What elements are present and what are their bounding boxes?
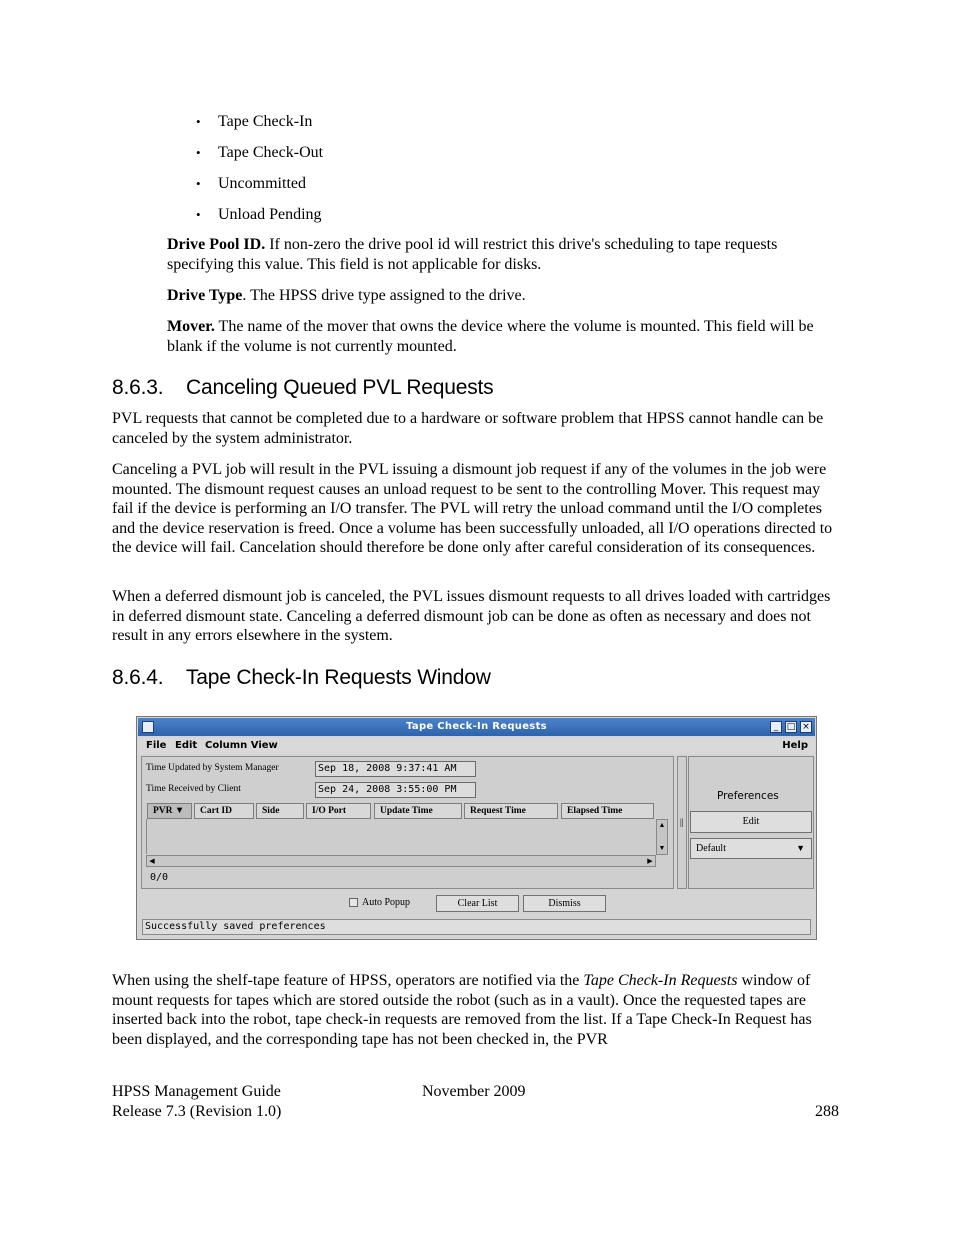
list-item-text: Uncommitted (218, 175, 306, 192)
text-run: When using the shelf-tape feature of HPSS, operators are notified via the (112, 972, 584, 989)
scroll-right-icon[interactable]: ▶ (647, 857, 653, 865)
splitter-handle-icon[interactable]: || (680, 817, 684, 827)
section-heading-864 (112, 666, 491, 690)
clear-list-button[interactable]: Clear List (436, 895, 519, 912)
chevron-down-icon: ▼ (796, 843, 805, 853)
term-drive-type: Drive Type (167, 287, 243, 304)
menu-bar (138, 738, 815, 754)
footer-release: Release 7.3 (Revision 1.0) (112, 1103, 282, 1120)
column-header-pvr[interactable]: PVR ▼ (147, 803, 192, 819)
status-bar: Successfully saved preferences (142, 919, 811, 935)
row-count: 0/0 (150, 872, 169, 883)
mover-paragraph (167, 317, 837, 356)
desc-drive-type: The HPSS drive type assigned to the drive. (246, 287, 526, 304)
time-received-label: Time Received by Client (146, 784, 241, 794)
time-received-field: Sep 24, 2008 3:55:00 PM (315, 782, 476, 798)
menu-edit[interactable]: Edit (175, 740, 198, 751)
dismiss-button[interactable]: Dismiss (523, 895, 606, 912)
list-item-text: Tape Check-In (218, 113, 313, 130)
column-header-io-port[interactable]: I/O Port (306, 803, 371, 819)
edit-preferences-button[interactable]: Edit (690, 811, 812, 833)
window-titlebar (138, 718, 815, 736)
footer-date: November 2009 (422, 1083, 526, 1100)
window-title: Tape Check-In Requests (406, 721, 547, 732)
menu-help[interactable]: Help (782, 740, 808, 751)
list-item: • Tape Check-In (196, 112, 323, 143)
term-mover: Mover. (167, 318, 215, 335)
state-bullet-list (196, 112, 323, 236)
menu-file[interactable]: File (146, 740, 167, 751)
column-header-cart-id[interactable]: Cart ID (194, 803, 254, 819)
list-item: • Uncommitted (196, 174, 323, 205)
scroll-up-icon[interactable]: ▲ (658, 821, 666, 829)
section-number: 8.6.3. (112, 376, 164, 399)
term-drive-type-punct: . (242, 287, 247, 304)
column-header-elapsed-time[interactable]: Elapsed Time (561, 803, 654, 819)
section-title: Canceling Queued PVL Requests (186, 376, 494, 399)
menu-column-view[interactable]: Column View (205, 740, 278, 751)
list-item-text: Unload Pending (218, 206, 322, 223)
paragraph: When a deferred dismount job is canceled, the PVL issues dismount requests to all drives loaded with cartridges in deferred dismount state. Canceling a deferred dismount job can be done as often as necessary and does not result in any errors elsewhere in the system. (112, 588, 831, 644)
window-name-emphasis: Tape Check-In Requests (583, 972, 738, 989)
list-item: • Unload Pending (196, 205, 323, 236)
column-header-side[interactable]: Side (256, 803, 304, 819)
maximize-icon[interactable]: □ (786, 722, 796, 732)
close-icon[interactable]: × (800, 721, 812, 733)
term-drive-pool-id: Drive Pool ID. (167, 236, 266, 253)
section-number: 8.6.4. (112, 666, 164, 689)
time-updated-field: Sep 18, 2008 9:37:41 AM (315, 761, 476, 777)
preferences-label: Preferences (717, 790, 779, 802)
list-item-text: Tape Check-Out (218, 144, 324, 161)
section-title: Tape Check-In Requests Window (186, 666, 491, 689)
scroll-down-icon[interactable]: ▼ (658, 844, 666, 852)
list-item: • Tape Check-Out (196, 143, 323, 174)
column-header-update-time[interactable]: Update Time (374, 803, 462, 819)
text-run: window of mount requests for tapes which are stored outside the robot (such as in a vault). Once the requested tapes are inserted back into the robot, tape check-in requests are removed from the list. If a Tape Check-In Request has been displayed, and the corresponding tape has not been checked in, the PVR (112, 972, 812, 1048)
desc-mover: The name of the mover that owns the device where the volume is mounted. This field will be blank if the volume is not currently mounted. (167, 318, 814, 355)
preferences-select[interactable] (690, 838, 812, 859)
column-header-request-time[interactable]: Request Time (464, 803, 558, 819)
scroll-left-icon[interactable]: ◀ (149, 857, 155, 865)
drive-pool-id-paragraph (167, 235, 837, 274)
requests-table-body[interactable] (146, 819, 656, 854)
paragraph: Canceling a PVL job will result in the PVL issuing a dismount job request if any of the volumes in the job were mounted. The dismount request causes an unload request to be sent to the controlling Mover. This request may fail if the device is performing an I/O transfer. The PVL will retry the unload command until the I/O completes and the device reservation is freed. Once a volume has been successfully unloaded, all I/O operations directed to the device will fail. Cancelation should therefore be done only after careful consideration of its consequences. (112, 461, 833, 556)
section-heading-863 (112, 376, 493, 400)
minimize-icon[interactable]: _ (770, 721, 782, 733)
footer-guide: HPSS Management Guide (112, 1083, 281, 1100)
horizontal-scrollbar[interactable] (146, 855, 656, 867)
preferences-select-value: Default (696, 843, 726, 854)
drive-type-paragraph (167, 286, 837, 306)
auto-popup-checkbox[interactable] (349, 898, 358, 907)
page-number: 288 (815, 1103, 839, 1120)
desc-drive-pool-id: If non-zero the drive pool id will restrict this drive's scheduling to tape requests specifying this value. This field is not applicable for disks. (167, 236, 778, 273)
paragraph (112, 971, 842, 1049)
paragraph: PVL requests that cannot be completed due to a hardware or software problem that HPSS cannot handle can be canceled by the system administrator. (112, 410, 824, 447)
auto-popup-label: Auto Popup (362, 897, 411, 908)
time-updated-label: Time Updated by System Manager (146, 763, 279, 773)
